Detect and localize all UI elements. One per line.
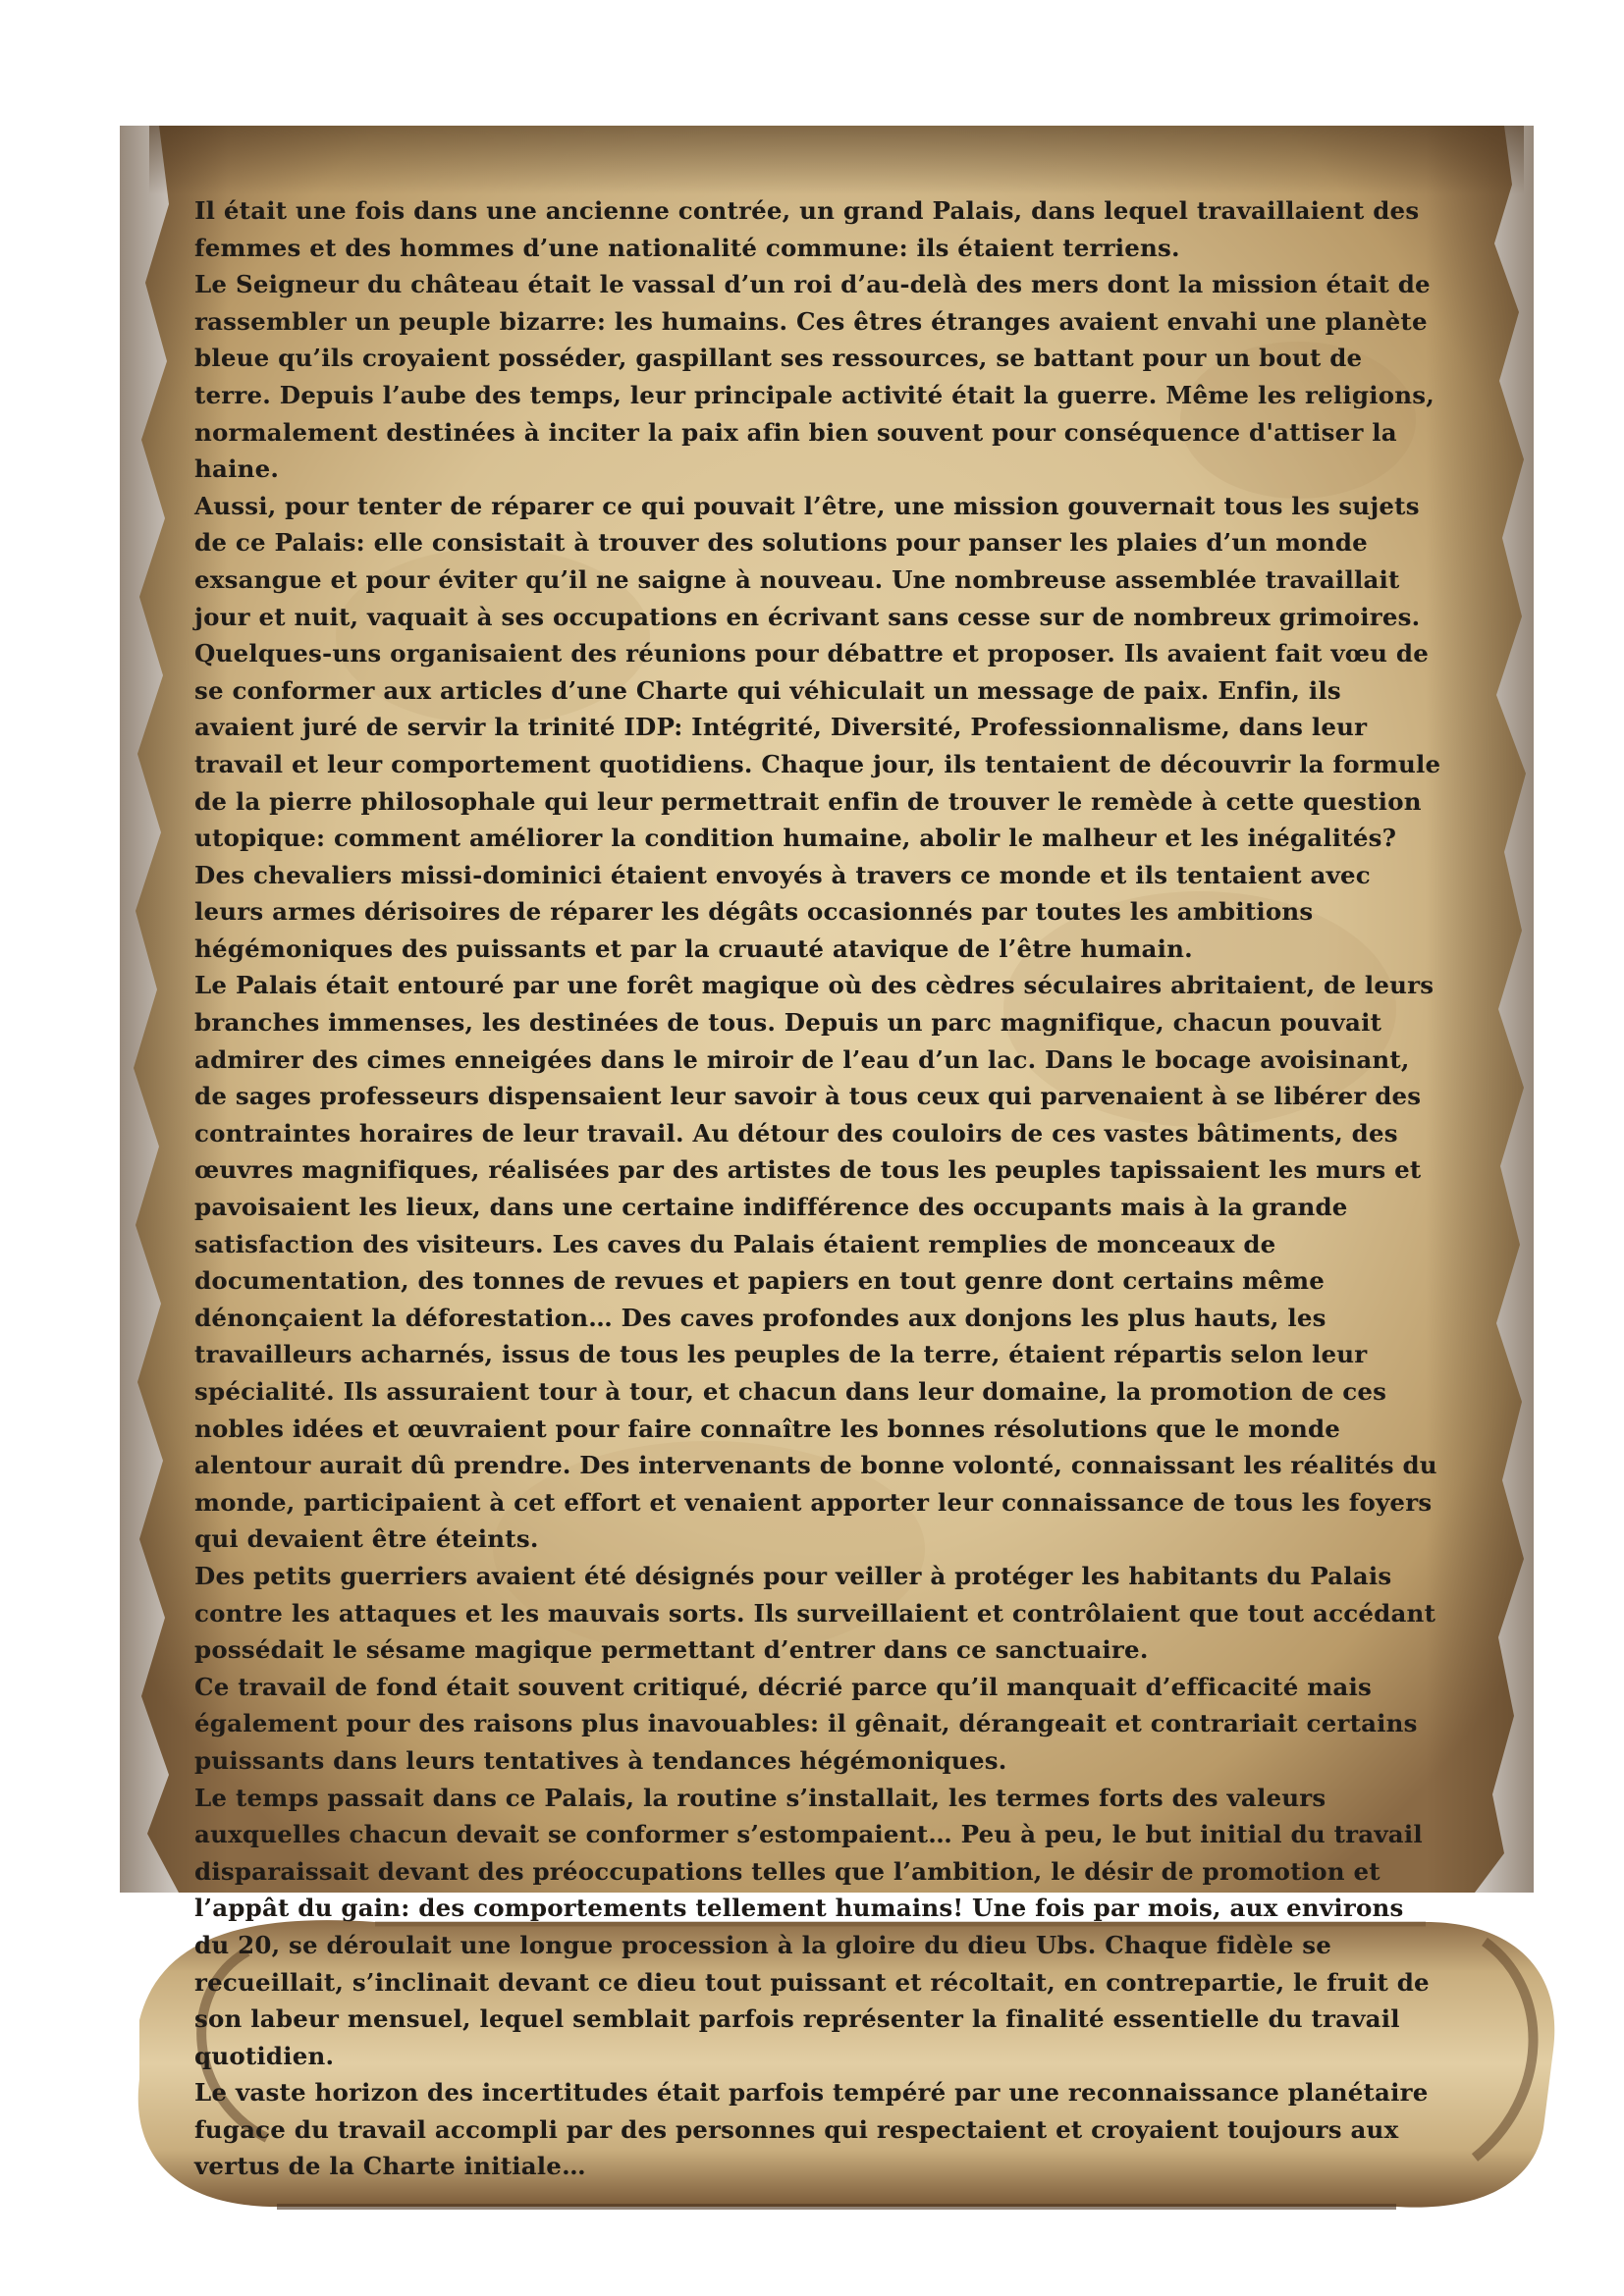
paragraph-8: Le temps passait dans ce Palais, la routine s’installait, les termes forts des valeurs auxquelles chacun devait se conformer s’estompaient… Peu à peu, le but initial du travail disparaissait devant des préoccupations telles que l’ambition, le désir de promotion et l’appât du gain: des comportements tellement humains! Une fois par mois, aux environs du 20, se déroulait une longue procession à la gloire du dieu Ubs. Chaque fidèle se recueillait, s’inclinait devant ce dieu tout puissant et récoltait, en contrepartie, le fruit de son labeur mensuel, lequel semblait parfois représenter la finalité essentielle du travail quotidien.: [194, 1783, 1430, 2070]
story-text: [194, 192, 1441, 2185]
paragraph-7: Ce travail de fond était souvent critiqué, décrié parce qu’il manquait d’efficacité mais également pour des raisons plus inavouables: il gênait, dérangeait et contrariait certains puissants dans leurs tentatives à tendances hégémoniques.: [194, 1672, 1418, 1775]
paragraph-3: Aussi, pour tenter de réparer ce qui pouvait l’être, une mission gouvernait tous les sujets de ce Palais: elle consistait à trouver des solutions pour panser les plaies d’un monde exsangue et pour éviter qu’il ne saigne à nouveau. Une nombreuse assemblée travaillait jour et nuit, vaquait à ses occupations en écrivant sans cesse sur de nombreux grimoires. Quelques-uns organisaient des réunions pour débattre et proposer. Ils avaient fait vœu de se conformer aux articles d’une Charte qui véhiculait un message de paix. Enfin, ils avaient juré de servir la trinité IDP: Intégrité, Diversité, Professionnalisme, dans leur travail et leur comportement quotidiens. Chaque jour, ils tentaient de découvrir la formule de la pierre philosophale qui leur permettrait enfin de trouver le remède à cette question utopique: comment améliorer la condition humaine, abolir le malheur et les inégalités?: [194, 491, 1441, 853]
paragraph-4: Des chevaliers missi-dominici étaient envoyés à travers ce monde et ils tentaient avec leurs armes dérisoires de réparer les dégâts occasionnés par toutes les ambitions hégémoniques des puissants et par la cruauté atavique de l’être humain.: [194, 860, 1371, 963]
paragraph-6: Des petits guerriers avaient été désignés pour veiller à protéger les habitants du Palais contre les attaques et les mauvais sorts. Ils surveillaient et contrôlaient que tout accédant possédait le sésame magique permettant d’entrer dans ce sanctuaire.: [194, 1561, 1436, 1665]
paragraph-2: Le Seigneur du château était le vassal d’un roi d’au-delà des mers dont la mission était de rassembler un peuple bizarre: les humains. Ces êtres étranges avaient envahi une planète bleue qu’ils croyaient posséder, gaspillant ses ressources, se battant pour un bout de terre. Depuis l’aube des temps, leur principale activité était la guerre. Même les religions, normalement destinées à inciter la paix afin bien souvent pour conséquence d'attiser la haine.: [194, 270, 1435, 484]
paragraph-5: Le Palais était entouré par une forêt magique où des cèdres séculaires abritaient, de leurs branches immenses, les destinées de tous. Depuis un parc magnifique, chacun pouvait admirer des cimes enneigées dans le miroir de l’eau d’un lac. Dans le bocage avoisinant, de sages professeurs dispensaient leur savoir à tous ceux qui parvenaient à se libérer des contraintes horaires de leur travail. Au détour des couloirs de ces vastes bâtiments, des œuvres magnifiques, réalisées par des artistes de tous les peuples tapissaient les murs et pavoisaient les lieux, dans une certaine indifférence des occupants mais à la grande satisfaction des visiteurs. Les caves du Palais étaient remplies de monceaux de documentation, des tonnes de revues et papiers en tout genre dont certains même dénonçaient la déforestation… Des caves profondes aux donjons les plus hauts, les travailleurs acharnés, issus de tous les peuples de la terre, étaient répartis selon leur spécialité. Ils assuraient tour à tour, et chacun dans leur domaine, la promotion de ces nobles idées et œuvraient pour faire connaître les bonnes résolutions que le monde alentour aurait dû prendre. Des intervenants de bonne volonté, connaissant les réalités du monde, participaient à cet effort et venaient apporter leur connaissance de tous les foyers qui devaient être éteints.: [194, 971, 1437, 1554]
paragraph-9: Le vaste horizon des incertitudes était parfois tempéré par une reconnaissance planétaire fugace du travail accompli par des personnes qui respectaient et croyaient toujours aux vertus de la Charte initiale…: [194, 2078, 1429, 2181]
paragraph-1: Il était une fois dans une ancienne contrée, un grand Palais, dans lequel travaillaient des femmes et des hommes d’une nationalité commune: ils étaient terriens.: [194, 196, 1420, 262]
